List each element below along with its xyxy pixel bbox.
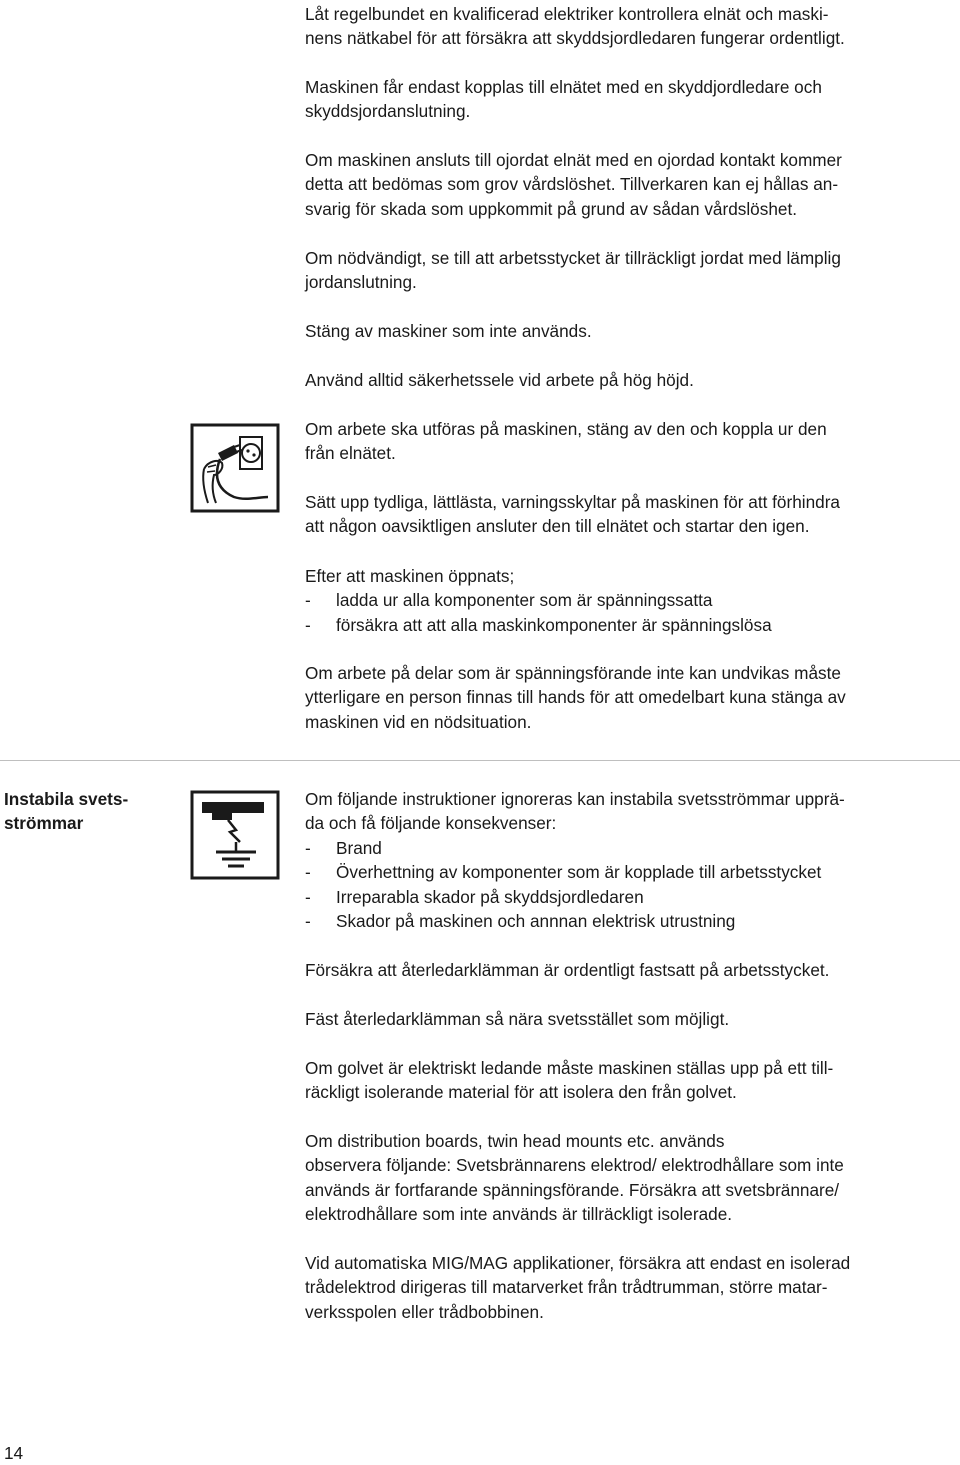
para-aterledarklamma-fastsatt: Försäkra att återledarklämman är ordentligt fastsatt på arbetsstycket. — [305, 960, 830, 980]
list-item: - Skador på maskinen och annnan elektrisk utrustning — [305, 911, 736, 932]
para-efter-oppnats: Efter att maskinen öppnats; - ladda ur alla komponenter som är spänningssatta - försäkra att att alla maskinkomponenter är spänningslösa — [305, 564, 955, 637]
para-distribution-boards: Om distribution boards, twin head mounts etc. används observera följande: Svetsbrännarens elektrod/ elektrodhållare som inte används är fortfarande spänningsförande. Försäkra att svetsbrännare/ elektrodhållare som inte används är tillräckligt isolerade. — [305, 1131, 844, 1225]
list-item: - Brand — [305, 837, 382, 858]
unplug-icon — [190, 423, 280, 513]
para-varningsskyltar: Sätt upp tydliga, lättlästa, varningsskyltar på maskinen för att förhindra att någon oavsiktligen ansluter den till elnätet och startar den igen. — [305, 492, 840, 537]
section-divider — [0, 760, 960, 761]
para-stang-av: Stäng av maskiner som inte används. — [305, 321, 592, 341]
para-nätkabel-check: Låt regelbundet en kvalificerad elektriker kontrollera elnät och maski- nens nätkabel för att försäkra att skyddsjordledaren fungerar ordentligt. — [305, 4, 845, 49]
para-ojordat-elnat: Om maskinen ansluts till ojordat elnät med en ojordad kontakt kommer detta att bedömas som grov vårdslöshet. Tillverkaren kan ej hållas an- svarig för skada som uppkommit på grund av sådan vårdslöshet. — [305, 150, 842, 219]
page-number: 14 — [4, 1443, 24, 1463]
list-item: - Irreparabla skador på skyddsjordledaren — [305, 886, 644, 907]
para-instabila-konsekvenser: Om följande instruktioner ignoreras kan instabila svetsströmmar upprä- da och få följande konsekvenser: - Brand - Överhettning av komponenter som är kopplade till arbetsstycket - Irreparabla skador på skyddsjordledaren - Skador på maskinen och annnan elektrisk utrustning — [305, 787, 955, 933]
welding-ground-icon — [190, 790, 280, 880]
list-item: - försäkra att att alla maskinkomponenter är spänningslösa — [305, 614, 772, 635]
para-jordat-arbetsstycke: Om nödvändigt, se till att arbetsstycket är tillräckligt jordat med lämplig jordanslutning. — [305, 248, 841, 293]
list-item: - ladda ur alla komponenter som är spänningssatta — [305, 590, 713, 611]
para-mig-mag: Vid automatiska MIG/MAG applikationer, försäkra att endast en isolerad trådelektrod dirigeras till matarverket från trådtrumman, större matar- verksspolen eller trådbobbinen. — [305, 1253, 851, 1322]
para-aterledarklamma-nara: Fäst återledarklämman så nära svetsstället som möjligt. — [305, 1009, 730, 1029]
para-sakerhetssele: Använd alltid säkerhetssele vid arbete på hög höjd. — [305, 370, 694, 390]
para-extra-person: Om arbete på delar som är spänningsförande inte kan undvikas måste ytterligare en person finnas till hands för att omedelbart kuna stänga av maskinen vid en nödsituation. — [305, 663, 846, 732]
list-item: - Överhettning av komponenter som är kopplade till arbetsstycket — [305, 862, 822, 883]
para-koppla-ur: Om arbete ska utföras på maskinen, stäng av den och koppla ur den från elnätet. — [305, 419, 827, 464]
para-ledande-golv: Om golvet är elektriskt ledande måste maskinen ställas upp på ett till- räckligt isolerande material för att isolera den från golvet. — [305, 1058, 834, 1103]
section-title-instabila-svetsstrommar: Instabila svets- strömmar — [4, 789, 129, 834]
para-skyddsjord: Maskinen får endast kopplas till elnätet med en skyddjordledare och skyddsjordanslutning. — [305, 77, 822, 122]
